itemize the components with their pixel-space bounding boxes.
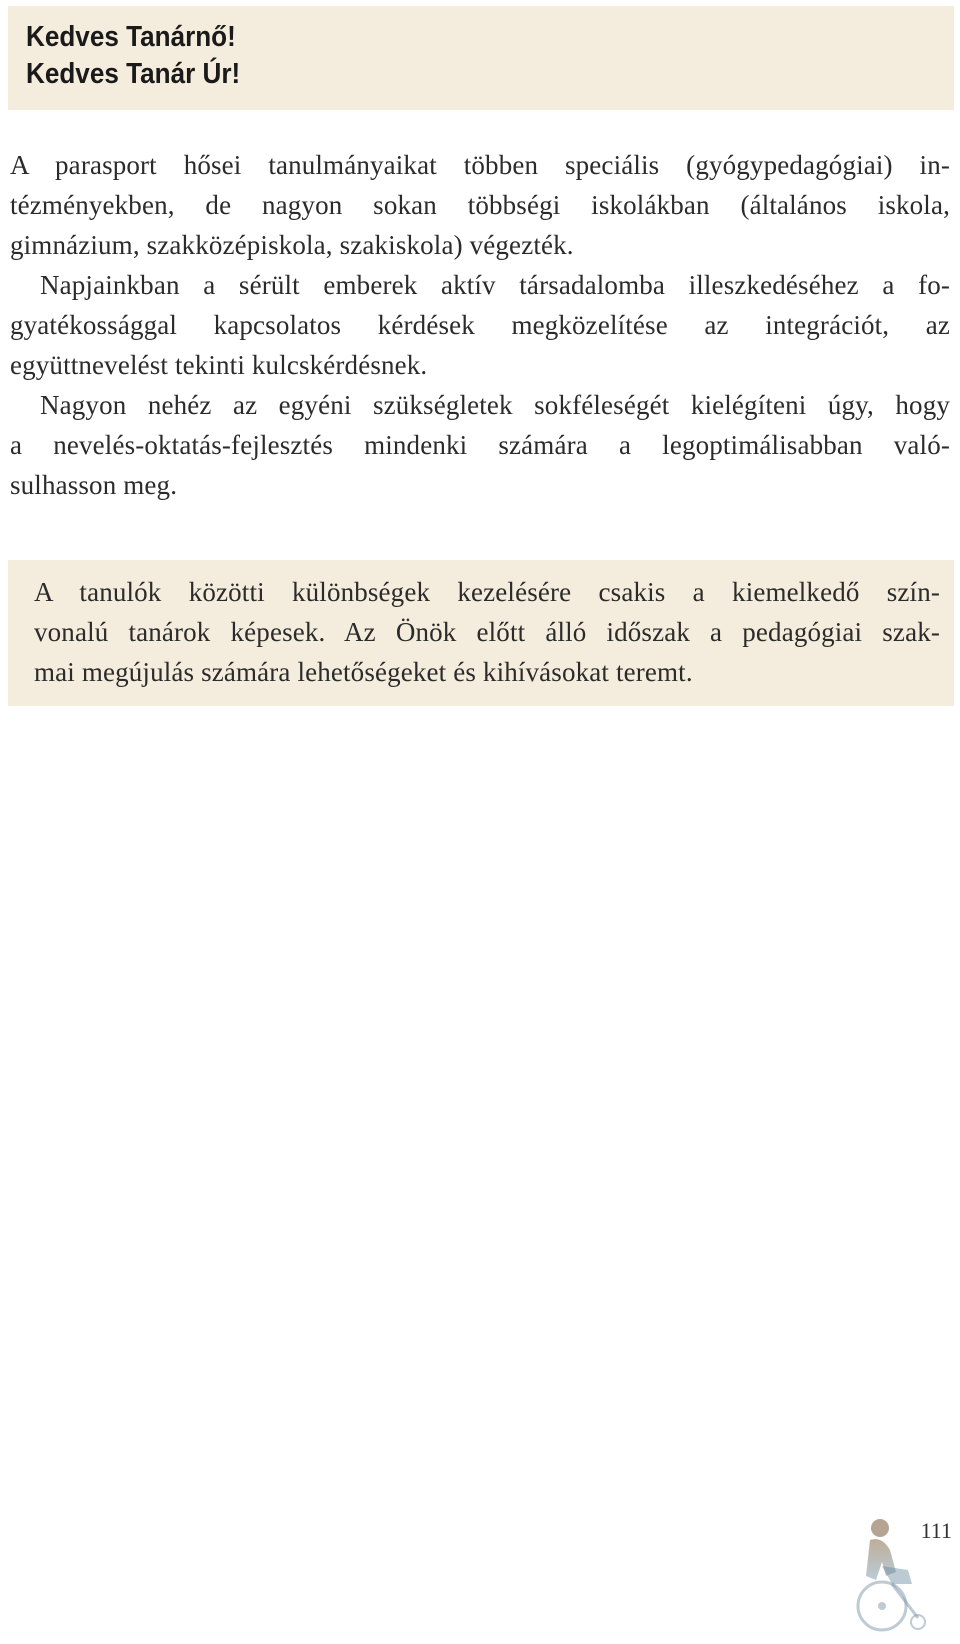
greeting-box bbox=[8, 6, 954, 110]
body-line: A parasport hősei tanulmányaikat többen speciális (gyógypedagógiai) in- bbox=[10, 150, 950, 180]
body-text bbox=[10, 145, 950, 505]
note-line: mai megújulás számára lehetőségeket és kihívásokat teremt. bbox=[34, 657, 693, 687]
page-number: 111 bbox=[920, 1518, 952, 1543]
note-line: A tanulók közötti különbségek kezelésére csakis a kiemelkedő szín- bbox=[34, 577, 940, 607]
highlight-note-box bbox=[8, 560, 954, 706]
body-line: sulhasson meg. bbox=[10, 470, 178, 500]
body-line: tézményekben, de nagyon sokan többségi iskolákban (általános iskola, bbox=[10, 190, 950, 220]
body-line: gyatékossággal kapcsolatos kérdések megközelítése az integrációt, az bbox=[10, 310, 950, 340]
note-line: vonalú tanárok képesek. Az Önök előtt álló időszak a pedagógiai szak- bbox=[34, 617, 940, 647]
body-line: együttnevelést tekinti kulcskérdésnek. bbox=[10, 350, 428, 380]
body-line: a nevelés-oktatás-fejlesztés mindenki számára a legoptimálisabban való- bbox=[10, 430, 950, 460]
body-line: Napjainkban a sérült emberek aktív társadalomba illeszkedéséhez a fo- bbox=[40, 270, 950, 300]
body-line: Nagyon nehéz az egyéni szükségletek sokféleségét kielégíteni úgy, hogy bbox=[40, 390, 950, 420]
greeting-line-1: Kedves Tanárnő! bbox=[26, 21, 236, 53]
greeting-line-2: Kedves Tanár Úr! bbox=[26, 58, 241, 90]
body-line: gimnázium, szakközépiskola, szakiskola) végezték. bbox=[10, 230, 574, 260]
page-footer-mark bbox=[852, 1510, 954, 1638]
